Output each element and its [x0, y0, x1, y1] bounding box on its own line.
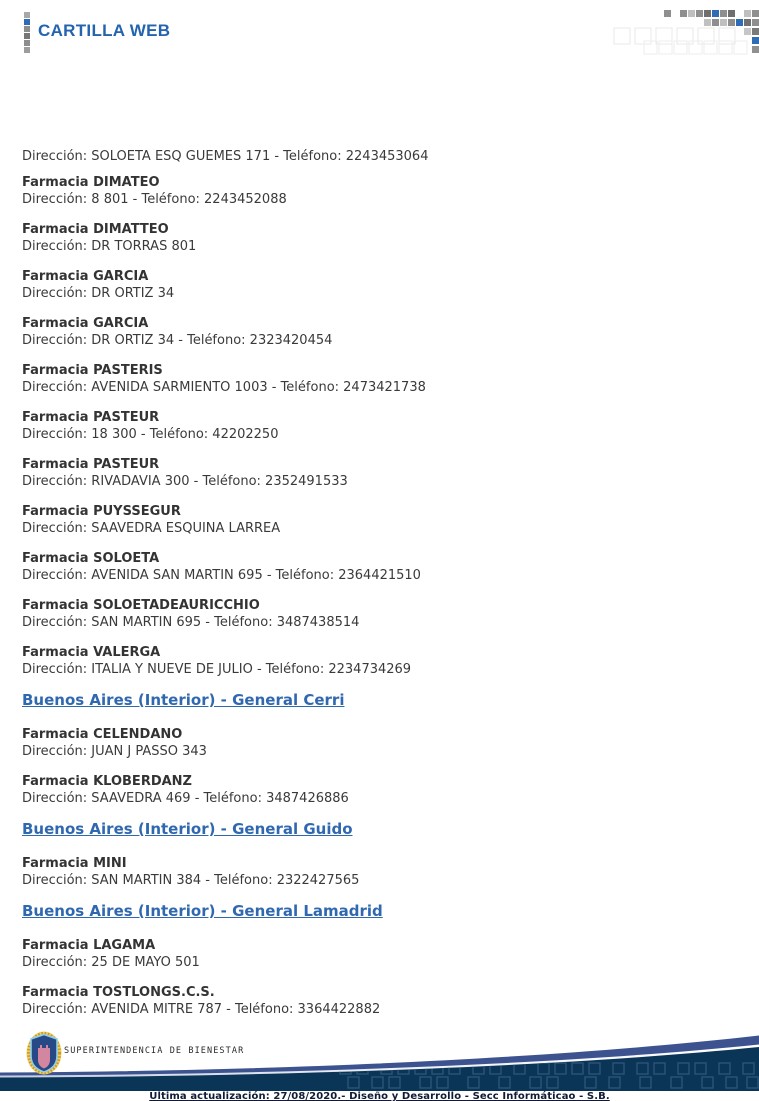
- pharmacy-entry: [22, 503, 739, 537]
- pharmacy-address: Dirección: SOLOETA ESQ GUEMES 171 - Teléfono: 2243453064: [22, 149, 429, 164]
- pharmacy-entry: [22, 644, 739, 678]
- pharmacy-name: Farmacia MINI: [22, 856, 127, 871]
- pharmacy-entry: [22, 362, 739, 396]
- last-update-note: Última actualización: 27/08/2020.- Diseño y Desarrollo - Secc Informáticao - S.B.: [149, 1091, 610, 1101]
- pharmacy-address: Dirección: JUAN J PASSO 343: [22, 744, 207, 759]
- organization-name: SUPERINTENDENCIA DE BIENESTAR: [64, 1046, 245, 1056]
- pharmacy-name: Farmacia GARCIA: [22, 269, 149, 284]
- app-title: CARTILLA WEB: [38, 21, 171, 40]
- pharmacy-entry: [22, 315, 739, 349]
- pharmacy-name: Farmacia DIMATEO: [22, 175, 160, 190]
- pharmacy-directory: [22, 148, 739, 1031]
- pharmacy-name: Farmacia DIMATTEO: [22, 222, 169, 237]
- header: [0, 0, 759, 60]
- pharmacy-name: Farmacia TOSTLONGS.C.S.: [22, 985, 215, 1000]
- pharmacy-entry: [22, 984, 739, 1018]
- pharmacy-address: Dirección: RIVADAVIA 300 - Teléfono: 2352491533: [22, 474, 348, 489]
- pharmacy-name: Farmacia PASTERIS: [22, 363, 163, 378]
- pharmacy-address: Dirección: AVENIDA SAN MARTIN 695 - Teléfono: 2364421510: [22, 568, 421, 583]
- pharmacy-entry: [22, 221, 739, 255]
- pharmacy-name: Farmacia LAGAMA: [22, 938, 156, 953]
- pharmacy-entry: [22, 268, 739, 302]
- pharmacy-address: Dirección: 8 801 - Teléfono: 2243452088: [22, 192, 287, 207]
- section-list: [22, 174, 739, 1018]
- pharmacy-entry: [22, 409, 739, 443]
- pharmacy-entry: [22, 174, 739, 208]
- pharmacy-address: Dirección: DR TORRAS 801: [22, 239, 197, 254]
- section-heading-link[interactable]: Buenos Aires (Interior) - General Lamadrid: [22, 902, 383, 920]
- pharmacy-address: Dirección: 18 300 - Teléfono: 42202250: [22, 427, 279, 442]
- pharmacy-name: Farmacia VALERGA: [22, 645, 161, 660]
- footer-swoosh-decoration: [0, 1031, 759, 1091]
- pharmacy-name: Farmacia PUYSSEGUR: [22, 504, 181, 519]
- pharmacy-entry: [22, 597, 739, 631]
- pharmacy-address: Dirección: 25 DE MAYO 501: [22, 955, 200, 970]
- pharmacy-address: Dirección: ITALIA Y NUEVE DE JULIO - Teléfono: 2234734269: [22, 662, 412, 677]
- section-heading-link[interactable]: Buenos Aires (Interior) - General Cerri: [22, 691, 345, 709]
- pharmacy-address: Dirección: DR ORTIZ 34 - Teléfono: 2323420454: [22, 333, 333, 348]
- pharmacy-name: Farmacia PASTEUR: [22, 457, 160, 472]
- pixel-stack-icon: [24, 12, 31, 53]
- pharmacy-name: Farmacia SOLOETADEAURICCHIO: [22, 598, 260, 613]
- pharmacy-name: Farmacia GARCIA: [22, 316, 149, 331]
- pharmacy-name: Farmacia CELENDANO: [22, 727, 183, 742]
- pharmacy-entry: [22, 937, 739, 971]
- section-heading-link[interactable]: Buenos Aires (Interior) - General Guido: [22, 820, 353, 838]
- pharmacy-address: Dirección: AVENIDA MITRE 787 - Teléfono: 3364422882: [22, 1002, 381, 1017]
- pharmacy-name: Farmacia SOLOETA: [22, 551, 160, 566]
- pixel-mosaic-icon: [600, 9, 759, 59]
- pharmacy-address: Dirección: DR ORTIZ 34: [22, 286, 175, 301]
- pharmacy-name: Farmacia PASTEUR: [22, 410, 160, 425]
- pharmacy-entry: [22, 550, 739, 584]
- superintendencia-seal-icon: [26, 1031, 62, 1075]
- pharmacy-address: Dirección: SAAVEDRA ESQUINA LARREA: [22, 521, 281, 536]
- pharmacy-entry: [22, 855, 739, 889]
- pharmacy-address: Dirección: SAN MARTIN 384 - Teléfono: 2322427565: [22, 873, 360, 888]
- pharmacy-entry: [22, 773, 739, 807]
- pharmacy-address: Dirección: AVENIDA SARMIENTO 1003 - Teléfono: 2473421738: [22, 380, 426, 395]
- pharmacy-entry: [22, 726, 739, 760]
- pharmacy-entry: [22, 456, 739, 490]
- pharmacy-name: Farmacia KLOBERDANZ: [22, 774, 192, 789]
- pharmacy-address: Dirección: SAN MARTIN 695 - Teléfono: 3487438514: [22, 615, 360, 630]
- pharmacy-address: Dirección: SAAVEDRA 469 - Teléfono: 3487426886: [22, 791, 349, 806]
